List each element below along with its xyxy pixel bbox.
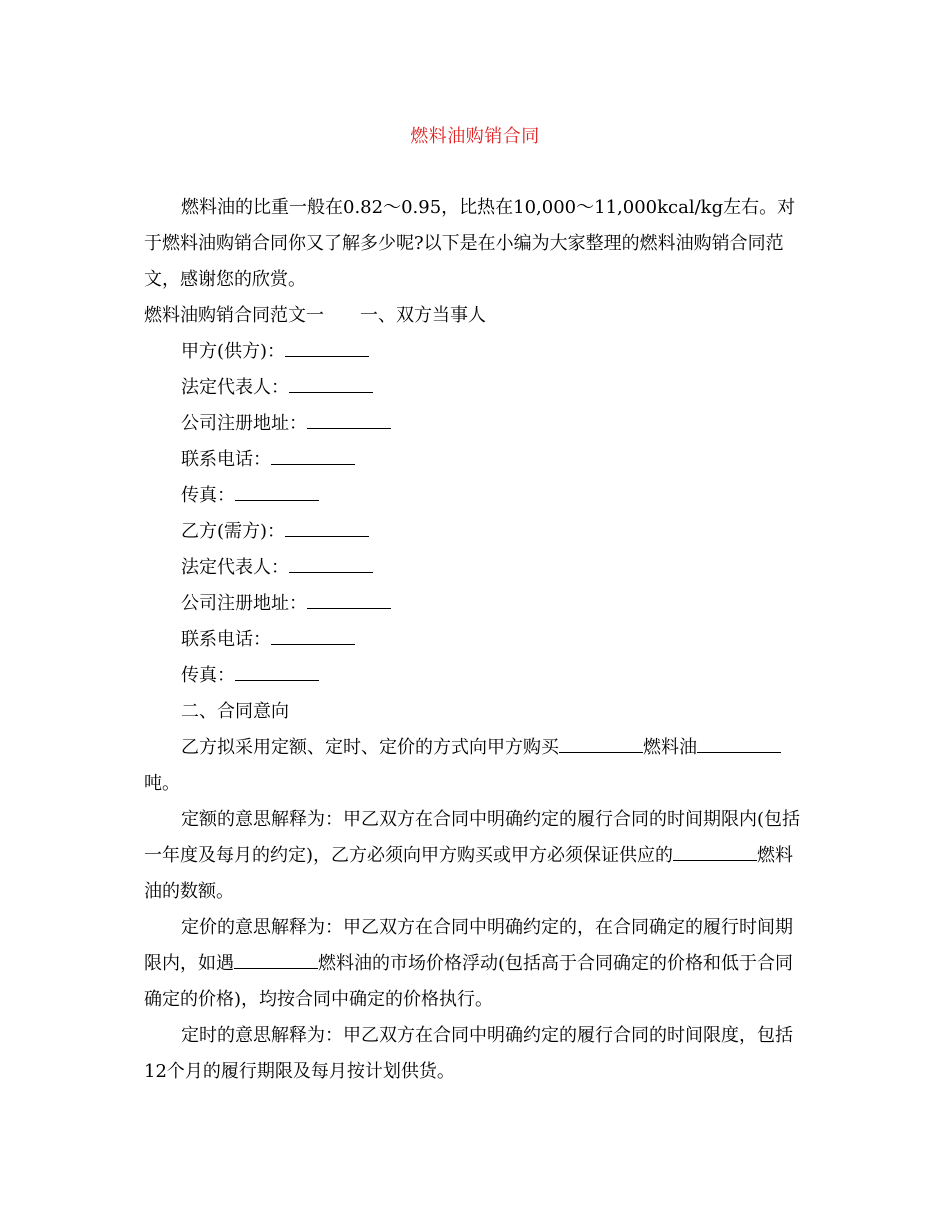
purchase-text-1: 乙方拟采用定额、定时、定价的方式向甲方购买 (181, 737, 559, 758)
phone-b-line (144, 622, 808, 658)
purchase-text-2: 燃料油 (643, 737, 697, 758)
fax-b-line (144, 658, 808, 694)
address-b-line (144, 586, 808, 622)
party-a-label: 甲方(供方)： (181, 341, 286, 362)
price-text-1: 定价的意思解释为：甲乙双方在合同中明确约定的，在合同确定的履行时间期限内，如遇 (144, 917, 793, 974)
phone-a-line (144, 442, 808, 478)
blank-field (289, 552, 373, 573)
quota-paragraph (144, 802, 808, 910)
legal-rep-a-line (144, 370, 808, 406)
address-b-label: 公司注册地址： (181, 593, 307, 614)
blank-field (673, 840, 757, 861)
quota-text-1: 定额的意思解释为：甲乙双方在合同中明确约定的履行合同的时间期限内(包括一年度及每月的约定)，乙方必须向甲方购买或甲方必须保证供应的 (144, 809, 801, 866)
blank-field (559, 732, 643, 753)
blank-field (234, 948, 318, 969)
time-paragraph: 定时的意思解释为：甲乙双方在合同中明确约定的履行合同的时间限度，包括12个月的履行期限及每月按计划供货。 (144, 1025, 793, 1082)
blank-field (235, 480, 319, 501)
blank-field (289, 372, 373, 393)
part2-heading: 二、合同意向 (181, 701, 289, 722)
section-heading: 燃料油购销合同范文一 (144, 305, 324, 326)
part1-heading: 一、双方当事人 (360, 305, 486, 326)
address-a-label: 公司注册地址： (181, 413, 307, 434)
party-b-line (144, 514, 808, 550)
phone-a-label: 联系电话： (181, 449, 271, 470)
blank-field (271, 444, 355, 465)
purchase-text-3: 吨。 (144, 773, 180, 794)
legal-rep-b-line (144, 550, 808, 586)
intro-paragraph: 燃料油的比重一般在0.82～0.95，比热在10,000～11,000kcal/kg左右。对于燃料油购销合同你又了解多少呢?以下是在小编为大家整理的燃料油购销合同范文，感谢您的欣赏。 (144, 197, 796, 290)
document-body (144, 190, 808, 1090)
legal-rep-b-label: 法定代表人： (181, 557, 289, 578)
fax-b-label: 传真： (181, 665, 235, 686)
blank-field (307, 408, 391, 429)
section-heading-line (144, 298, 808, 334)
blank-field (307, 588, 391, 609)
blank-field (285, 516, 369, 537)
blank-field (697, 732, 781, 753)
blank-field (271, 624, 355, 645)
document-title: 燃料油购销合同 (410, 126, 540, 147)
address-a-line (144, 406, 808, 442)
blank-field (235, 660, 319, 681)
legal-rep-a-label: 法定代表人： (181, 377, 289, 398)
blank-field (285, 336, 369, 357)
phone-b-label: 联系电话： (181, 629, 271, 650)
party-a-line (144, 334, 808, 370)
price-text-2: 燃料油的市场价格浮动(包括高于合同确定的价格和低于合同确定的价格)，均按合同中确定的价格执行。 (144, 953, 794, 1010)
party-b-label: 乙方(需方)： (181, 521, 286, 542)
fax-a-label: 传真： (181, 485, 235, 506)
quota-text-2: 燃料油的数额。 (144, 845, 794, 902)
purchase-paragraph (144, 730, 808, 802)
fax-a-line (144, 478, 808, 514)
price-paragraph (144, 910, 808, 1018)
